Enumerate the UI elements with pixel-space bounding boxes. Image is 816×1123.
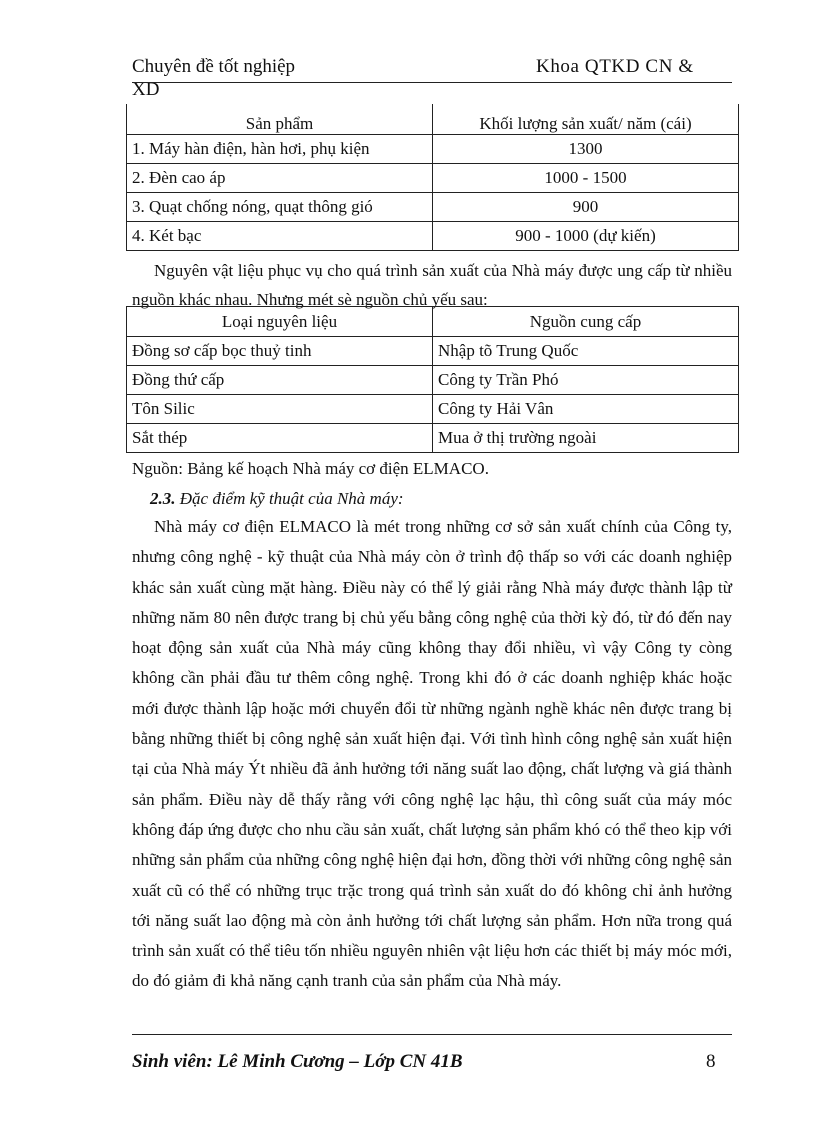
table-row [127,424,739,453]
header-faculty-wrap: XD [132,79,160,100]
product-name: 4. Két bạc [127,222,433,251]
product-name: 2. Đèn cao áp [127,164,433,193]
table-row [127,395,739,424]
production-table-header [127,104,739,135]
source-note: Nguồn: Bảng kế hoạch Nhà máy cơ điện ELMACO. [132,459,489,478]
material-type: Sắt thép [127,424,433,453]
production-col-volume: Khối lượng sản xuất/ năm (cái) [433,104,739,135]
section-number: 2.3. [150,489,176,508]
table-row [127,193,739,222]
material-type: Tôn Silic [127,395,433,424]
materials-col-type: Loại nguyên liệu [127,307,433,337]
materials-table-header [127,307,739,337]
page-number: 8 [706,1051,716,1072]
production-table [126,104,739,251]
material-type: Đồng thứ cấp [127,366,433,395]
product-name: 1. Máy hàn điện, hàn hơi, phụ kiện [127,135,433,164]
technical-characteristics-paragraph: Nhà máy cơ điện ELMACO là mét trong những cơ sở sản xuất chính của Công ty, nhưng công nghệ - kỹ thuật của Nhà máy còn ở trình độ thấp so với các doanh nghiệp khác sản xuất cùng mặt hàng. Điều này có thể lý giải rằng Nhà máy được thành lập từ những năm 80 nên được trang bị chủ yếu bằng công nghệ của thời kỳ đó, từ đó đến nay hoạt động sản xuất của Nhà máy cũng không thay đổi nhiều, vì vậy Công ty còng không cần phải đầu tư thêm công nghệ. Trong khi đó ở các doanh nghiệp khác hoặc mới được thành lập hoặc mới chuyển đổi từ những ngành nghề khác nên được trang bị bằng những thiết bị công nghệ sản xuất hiện đại. Với tình hình công nghệ sản xuất hiện tại của Nhà máy Ýt nhiều đã ảnh hưởng tới năng suất lao động, chất lượng và giá thành sản phẩm. Điều này dễ thấy rằng với công nghệ lạc hậu, thì công suất của máy móc không đáp ứng được cho nhu cầu sản xuất, chất lượng sản phẩm khó có thể theo kịp với những sản phẩm của những công nghệ hiện đại hơn, đồng thời với những công nghệ sản xuất cũ có thể có những trục trặc trong quá trình sản xuất do đó không chỉ ảnh hưởng tới năng suất lao động mà còn ảnh hưởng tới chất lượng sản phẩm. Hơn nữa trong quá trình sản xuất có thể tiêu tốn nhiều nguyên nhiên vật liệu hơn các thiết bị máy móc mới, do đó giảm đi khả năng cạnh tranh của sản phẩm của Nhà máy. [132,517,732,991]
product-volume: 1300 [433,135,739,164]
header-thesis-title: Chuyên đề tốt nghiệp [132,56,296,77]
section-heading [150,485,404,513]
section-title: Đặc điểm kỹ thuật của Nhà máy: [179,489,404,508]
table-row [127,135,739,164]
product-volume: 900 [433,193,739,222]
footer-student: Sinh viên: Lê Minh Cương – Lớp CN 41B [132,1051,463,1072]
table-row [127,366,739,395]
material-source: Công ty Trần Phó [433,366,739,395]
table-row [127,222,739,251]
header-rule [132,82,732,83]
production-col-product: Sản phẩm [127,104,433,135]
product-volume: 1000 - 1500 [433,164,739,193]
material-source: Công ty Hải Vân [433,395,739,424]
table-row [127,164,739,193]
table-row [127,337,739,366]
footer-rule [132,1034,732,1035]
material-type: Đồng sơ cấp bọc thuỷ tinh [127,337,433,366]
materials-table [126,306,739,453]
materials-col-source: Nguồn cung cấp [433,307,739,337]
material-source: Mua ở thị trường ngoài [433,424,739,453]
product-name: 3. Quạt chống nóng, quạt thông gió [127,193,433,222]
materials-intro-paragraph: Nguyên vật liệu phục vụ cho quá trình sản xuất của Nhà máy được ung cấp từ nhiều nguồn khác nhau. Nhưng mét sè nguồn chủ yếu sau: [132,261,732,309]
material-source: Nhập tõ Trung Quốc [433,337,739,366]
product-volume: 900 - 1000 (dự kiến) [433,222,739,251]
header-faculty: Khoa QTKD CN & [536,56,694,77]
